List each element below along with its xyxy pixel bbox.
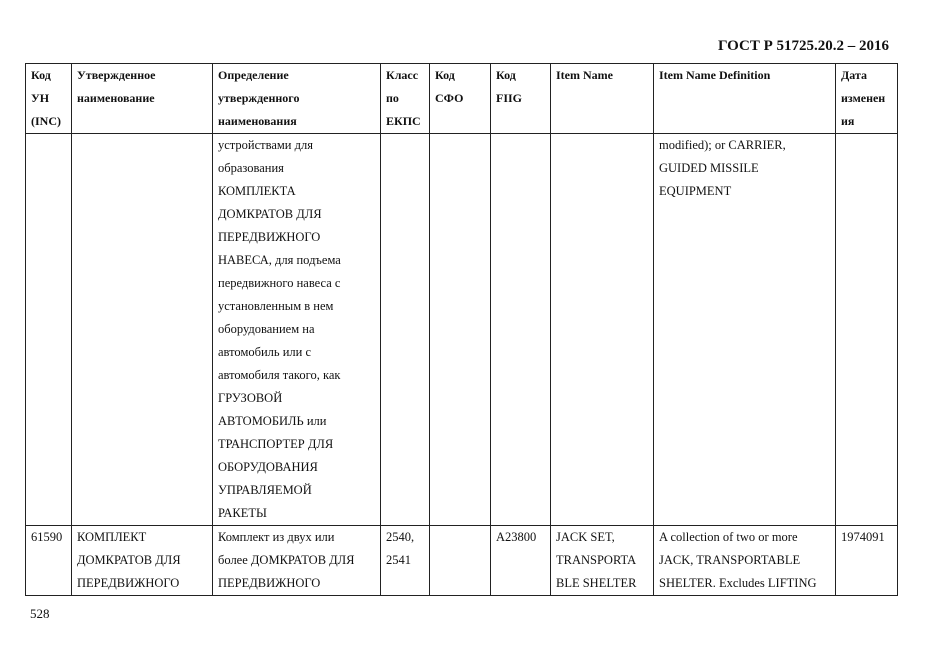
column-header-line: Item Name Definition: [659, 68, 771, 82]
column-header: [551, 64, 654, 134]
column-header-line: ЕКПС: [386, 114, 421, 128]
fiig-code-cell: [491, 526, 551, 596]
item-definition-cell: [654, 526, 836, 596]
cell-text-line: УПРАВЛЯЕМОЙ: [218, 483, 312, 497]
column-header-line: Код: [435, 68, 455, 82]
column-header-line: Определение: [218, 68, 289, 82]
class-cell: [381, 134, 430, 526]
column-header-line: УН: [31, 91, 50, 105]
cell-text-line: автомобиль или с: [218, 345, 312, 359]
cell-text-line: TRANSPORTA: [556, 553, 637, 567]
column-header-line: по: [386, 91, 399, 105]
item-name-cell: [551, 134, 654, 526]
item-name-cell: [551, 526, 654, 596]
cell-text-line: SHELTER. Excludes LIFTING: [659, 576, 817, 590]
change-date-cell: [836, 134, 898, 526]
column-header: [26, 64, 72, 134]
cell-text-line: оборудованием на: [218, 322, 315, 336]
cell-text-line: ДОМКРАТОВ ДЛЯ: [77, 553, 181, 567]
column-header-line: Утвержденное: [77, 68, 156, 82]
sfo-code-cell: [430, 526, 491, 596]
catalog-table: [25, 63, 898, 596]
cell-text-line: ГРУЗОВОЙ: [218, 391, 283, 405]
cell-text-line: автомобиля такого, как: [218, 368, 341, 382]
column-header-line: Код: [496, 68, 516, 82]
column-header: [213, 64, 381, 134]
column-header-line: Дата: [841, 68, 867, 82]
change-date-cell: [836, 526, 898, 596]
cell-text-line: JACK SET,: [556, 530, 615, 544]
column-header-line: утвержденного: [218, 91, 300, 105]
cell-text-line: АВТОМОБИЛЬ или: [218, 414, 327, 428]
cell-text-line: образования: [218, 161, 284, 175]
definition-cell: [213, 134, 381, 526]
table-header-row: [26, 64, 898, 134]
cell-text-line: РАКЕТЫ: [218, 506, 267, 520]
cell-text-line: КОМПЛЕКТ: [77, 530, 147, 544]
column-header-line: наименование: [77, 91, 155, 105]
document-title: ГОСТ Р 51725.20.2 – 2016: [717, 38, 889, 54]
cell-text-line: устройствами для: [218, 138, 313, 152]
class-cell: [381, 526, 430, 596]
cell-text-line: EQUIPMENT: [659, 184, 732, 198]
column-header-line: СФО: [435, 91, 464, 105]
cell-text-line: A collection of two or more: [659, 530, 798, 544]
column-header-line: Класс: [386, 68, 419, 82]
cell-text-line: Комплект из двух или: [218, 530, 335, 544]
column-header-line: ия: [841, 114, 855, 128]
column-header-line: FIIG: [496, 91, 523, 105]
cell-text-line: 61590: [31, 530, 63, 544]
column-header-line: Item Name: [556, 68, 613, 82]
approved-name-cell: [72, 134, 213, 526]
cell-text-line: ДОМКРАТОВ ДЛЯ: [218, 207, 322, 221]
cell-text-line: более ДОМКРАТОВ ДЛЯ: [218, 553, 355, 567]
page-number: 528: [30, 606, 50, 621]
cell-text-line: НАВЕСА, для подъема: [218, 253, 341, 267]
cell-text-line: ТРАНСПОРТЕР ДЛЯ: [218, 437, 334, 451]
cell-text-line: modified); or CARRIER,: [659, 138, 786, 152]
cell-text-line: BLE SHELTER: [556, 576, 637, 590]
cell-text-line: КОМПЛЕКТА: [218, 184, 296, 198]
sfo-code-cell: [430, 134, 491, 526]
item-definition-cell: [654, 134, 836, 526]
column-header-line: (INC): [31, 114, 61, 128]
inc-code-cell: [26, 526, 72, 596]
cell-text-line: ОБОРУДОВАНИЯ: [218, 460, 318, 474]
table-row: [26, 134, 898, 526]
cell-text-line: ПЕРЕДВИЖНОГО: [218, 230, 321, 244]
cell-text-line: JACK, TRANSPORTABLE: [659, 553, 801, 567]
column-header: [491, 64, 551, 134]
table-row: [26, 526, 898, 596]
cell-text-line: GUIDED MISSILE: [659, 161, 759, 175]
cell-text-line: 2541: [386, 553, 411, 567]
column-header-line: изменен: [841, 91, 886, 105]
column-header-line: наименования: [218, 114, 297, 128]
column-header: [654, 64, 836, 134]
fiig-code-cell: [491, 134, 551, 526]
cell-text-line: установленным в нем: [218, 299, 334, 313]
cell-text-line: передвижного навеса с: [218, 276, 341, 290]
cell-text-line: ПЕРЕДВИЖНОГО: [218, 576, 321, 590]
approved-name-cell: [72, 526, 213, 596]
column-header: [381, 64, 430, 134]
column-header: [430, 64, 491, 134]
cell-text-line: 1974091: [841, 530, 885, 544]
inc-code-cell: [26, 134, 72, 526]
column-header: [836, 64, 898, 134]
definition-cell: [213, 526, 381, 596]
cell-text-line: ПЕРЕДВИЖНОГО: [77, 576, 180, 590]
column-header-line: Код: [31, 68, 51, 82]
column-header: [72, 64, 213, 134]
cell-text-line: 2540,: [386, 530, 415, 544]
cell-text-line: A23800: [496, 530, 537, 544]
